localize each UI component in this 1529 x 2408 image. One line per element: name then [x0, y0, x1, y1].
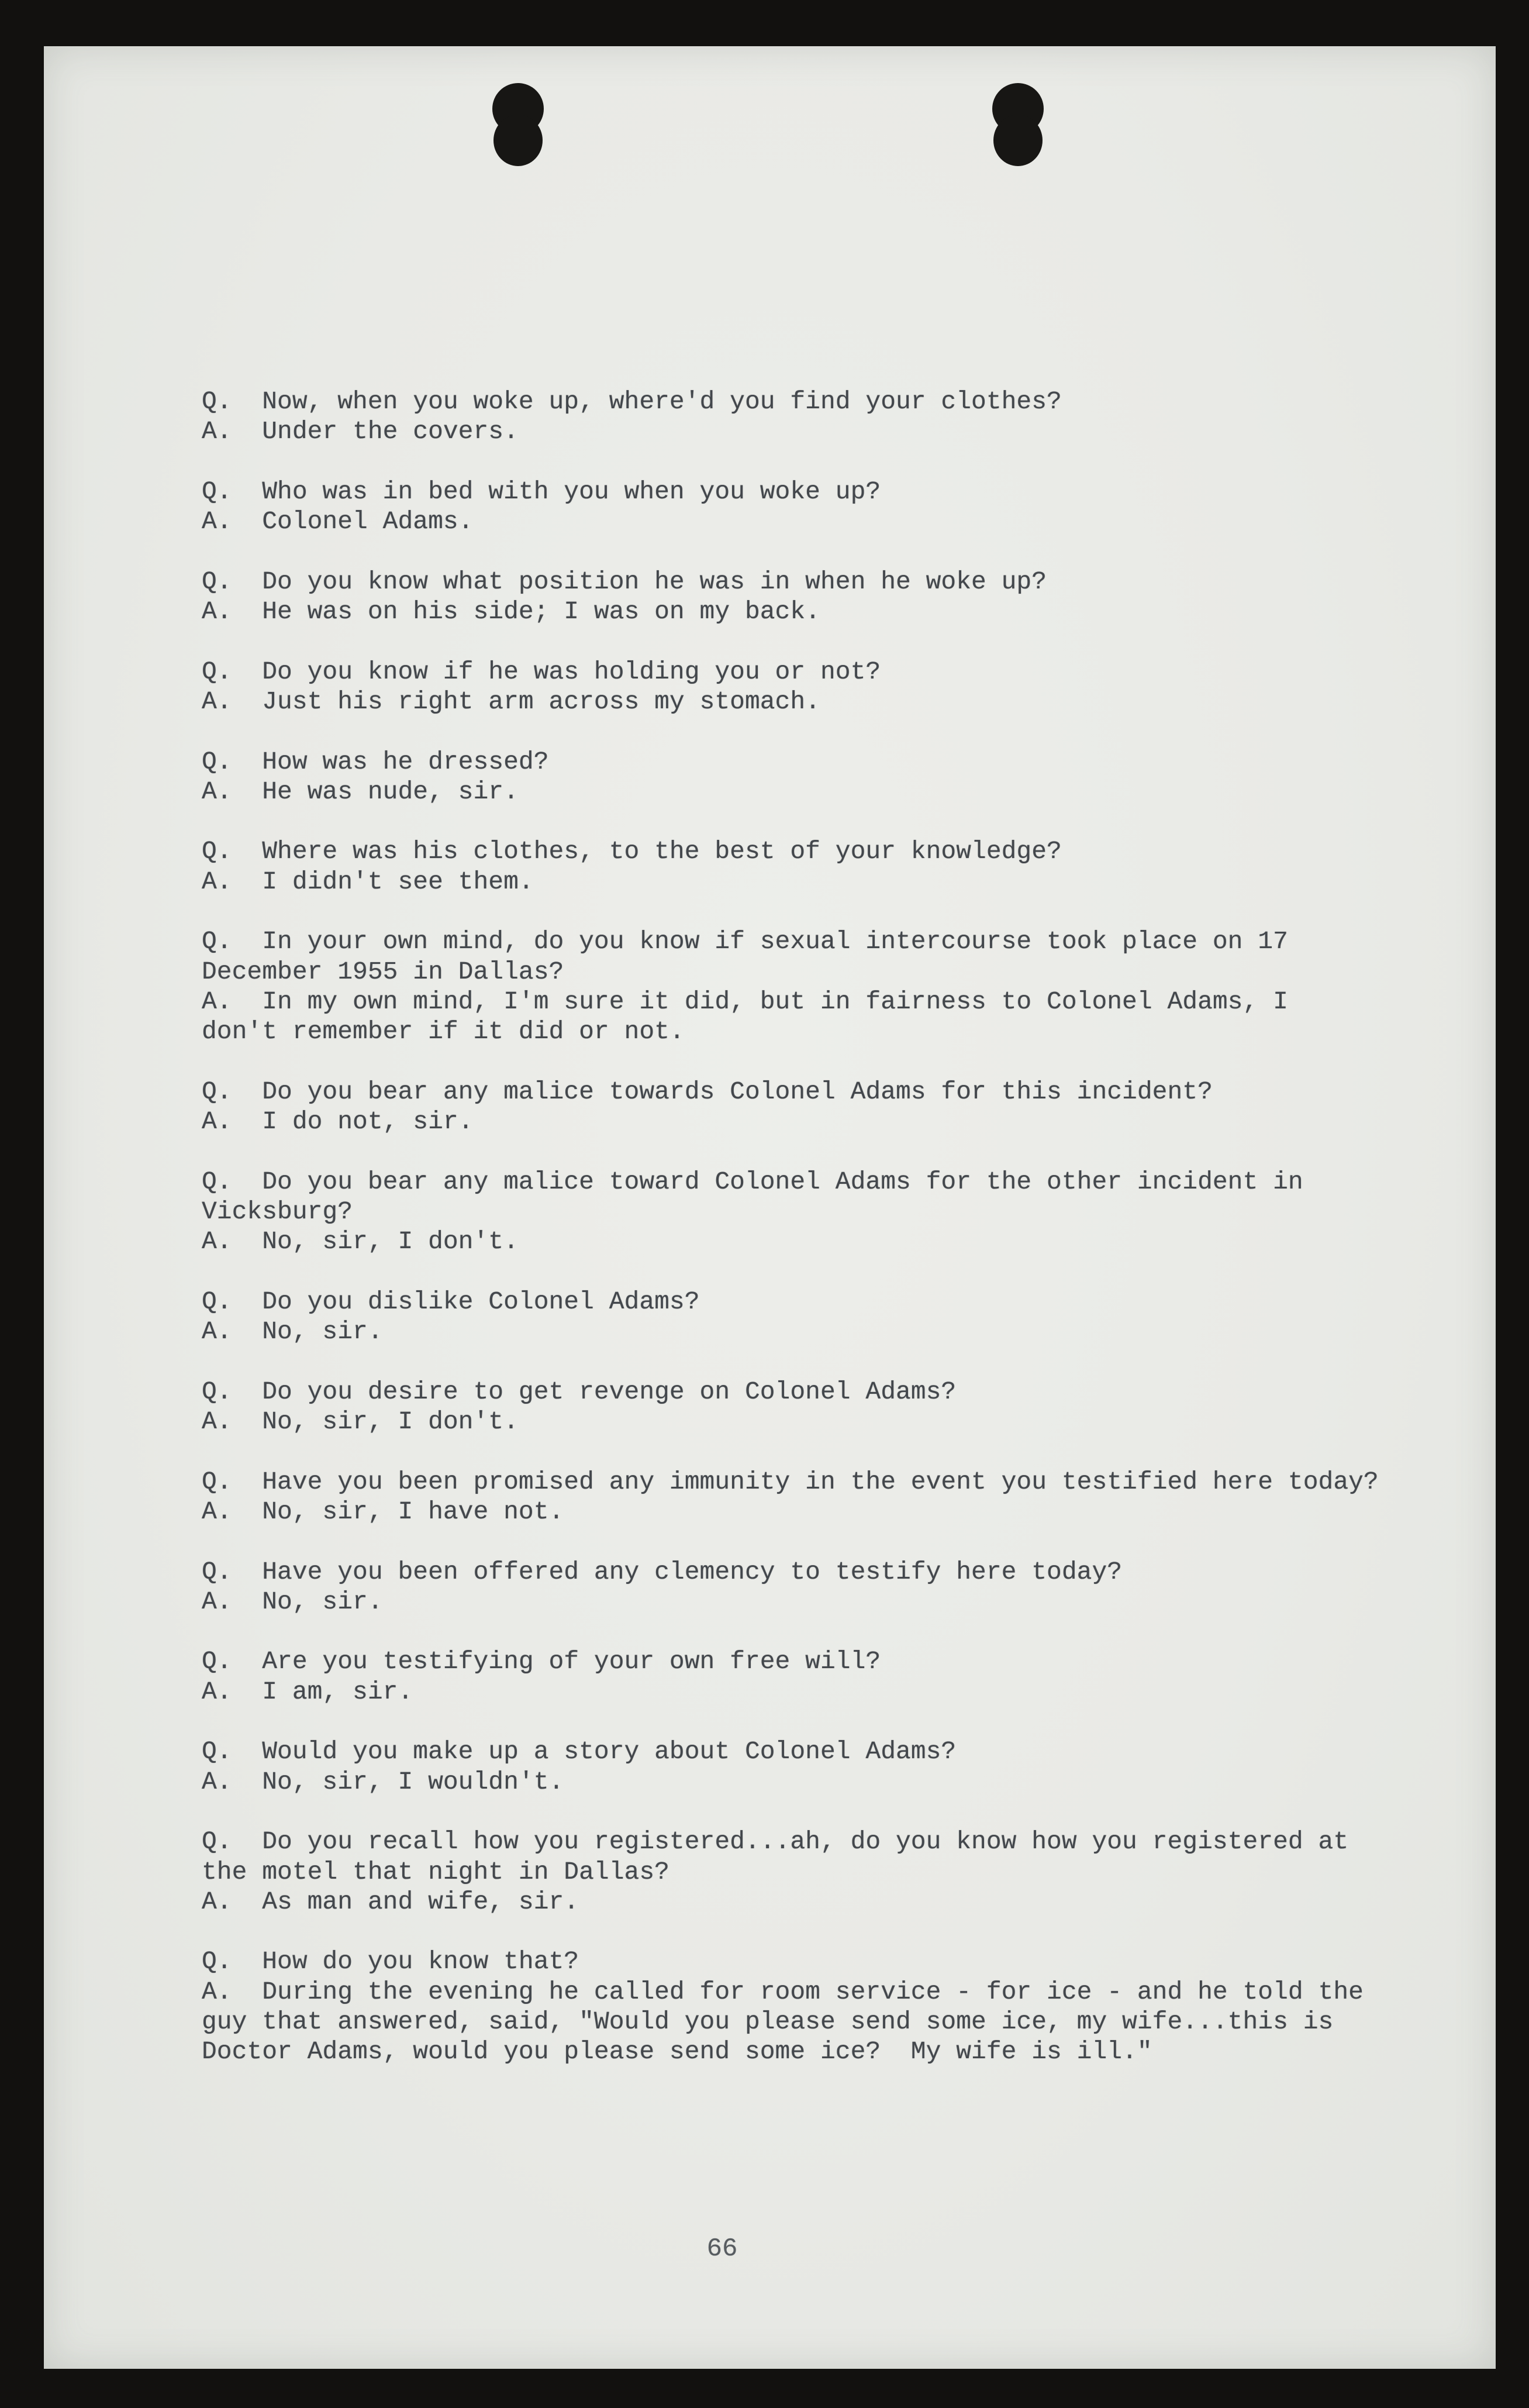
qa-block [202, 1947, 1453, 2066]
question-line: Q. Have you been promised any immunity in the event you testified here today? [202, 1467, 1379, 1496]
question-line: Q. Do you know what position he was in when he woke up? [202, 567, 1047, 596]
qa-block [202, 836, 1453, 897]
qa-block [202, 387, 1453, 447]
punch-hole-right [992, 83, 1044, 166]
qa-block [202, 1077, 1453, 1137]
answer-line: A. I am, sir. [202, 1677, 413, 1706]
answer-line: don't remember if it did or not. [202, 1017, 685, 1046]
qa-block [202, 926, 1453, 1046]
qa-block [202, 1167, 1453, 1257]
question-line: December 1955 in Dallas? [202, 957, 564, 986]
question-line: Q. Do you recall how you registered...ah, do you know how you registered at [202, 1827, 1349, 1856]
answer-line: A. I do not, sir. [202, 1107, 474, 1136]
qa-block [202, 477, 1453, 537]
answer-line: A. He was nude, sir. [202, 777, 519, 806]
question-line: Q. How was he dressed? [202, 747, 549, 776]
question-line: Q. Who was in bed with you when you woke up? [202, 477, 881, 506]
question-line: Q. Are you testifying of your own free will? [202, 1647, 881, 1676]
question-line: Q. In your own mind, do you know if sexual intercourse took place on 17 [202, 927, 1288, 956]
qa-block [202, 747, 1453, 807]
question-line: Q. Do you know if he was holding you or not? [202, 657, 881, 686]
qa-block [202, 1737, 1453, 1797]
paper-sheet [44, 46, 1496, 2369]
answer-line: A. I didn't see them. [202, 867, 534, 896]
answer-line: A. He was on his side; I was on my back. [202, 597, 820, 626]
answer-line: A. No, sir. [202, 1317, 383, 1346]
question-line: Q. How do you know that? [202, 1947, 579, 1976]
qa-block [202, 1467, 1453, 1527]
question-line: the motel that night in Dallas? [202, 1857, 669, 1886]
question-line: Q. Where was his clothes, to the best of your knowledge? [202, 837, 1062, 866]
answer-line: A. In my own mind, I'm sure it did, but in fairness to Colonel Adams, I [202, 987, 1288, 1016]
transcript-body [202, 387, 1453, 2097]
qa-block [202, 1287, 1453, 1347]
qa-block [202, 1377, 1453, 1437]
question-line: Q. Now, when you woke up, where'd you find your clothes? [202, 387, 1062, 416]
qa-block [202, 1646, 1453, 1707]
qa-block [202, 567, 1453, 627]
punch-hole-left [492, 83, 544, 166]
answer-line: Doctor Adams, would you please send some ice? My wife is ill." [202, 2037, 1152, 2066]
question-line: Q. Do you bear any malice towards Colonel Adams for this incident? [202, 1077, 1213, 1106]
answer-line: A. As man and wife, sir. [202, 1887, 579, 1916]
answer-line: guy that answered, said, "Would you please send some ice, my wife...this is [202, 2007, 1334, 2037]
answer-line: A. Under the covers. [202, 417, 519, 446]
answer-line: A. No, sir, I don't. [202, 1407, 519, 1436]
page-number: 66 [706, 2234, 738, 2264]
question-line: Q. Would you make up a story about Colonel Adams? [202, 1737, 957, 1766]
answer-line: A. No, sir, I have not. [202, 1497, 564, 1526]
answer-line: A. Just his right arm across my stomach. [202, 687, 820, 716]
question-line: Q. Do you desire to get revenge on Colonel Adams? [202, 1377, 957, 1406]
question-line: Q. Have you been offered any clemency to testify here today? [202, 1557, 1123, 1586]
answer-line: A. No, sir, I wouldn't. [202, 1767, 564, 1796]
qa-block [202, 1557, 1453, 1617]
answer-line: A. No, sir, I don't. [202, 1227, 519, 1256]
answer-line: A. Colonel Adams. [202, 507, 474, 536]
qa-block [202, 1827, 1453, 1917]
question-line: Q. Do you bear any malice toward Colonel Adams for the other incident in [202, 1167, 1303, 1196]
question-line: Vicksburg? [202, 1197, 353, 1227]
answer-line: A. No, sir. [202, 1587, 383, 1616]
answer-line: A. During the evening he called for room service - for ice - and he told the [202, 1977, 1364, 2006]
qa-block [202, 657, 1453, 717]
question-line: Q. Do you dislike Colonel Adams? [202, 1287, 700, 1316]
